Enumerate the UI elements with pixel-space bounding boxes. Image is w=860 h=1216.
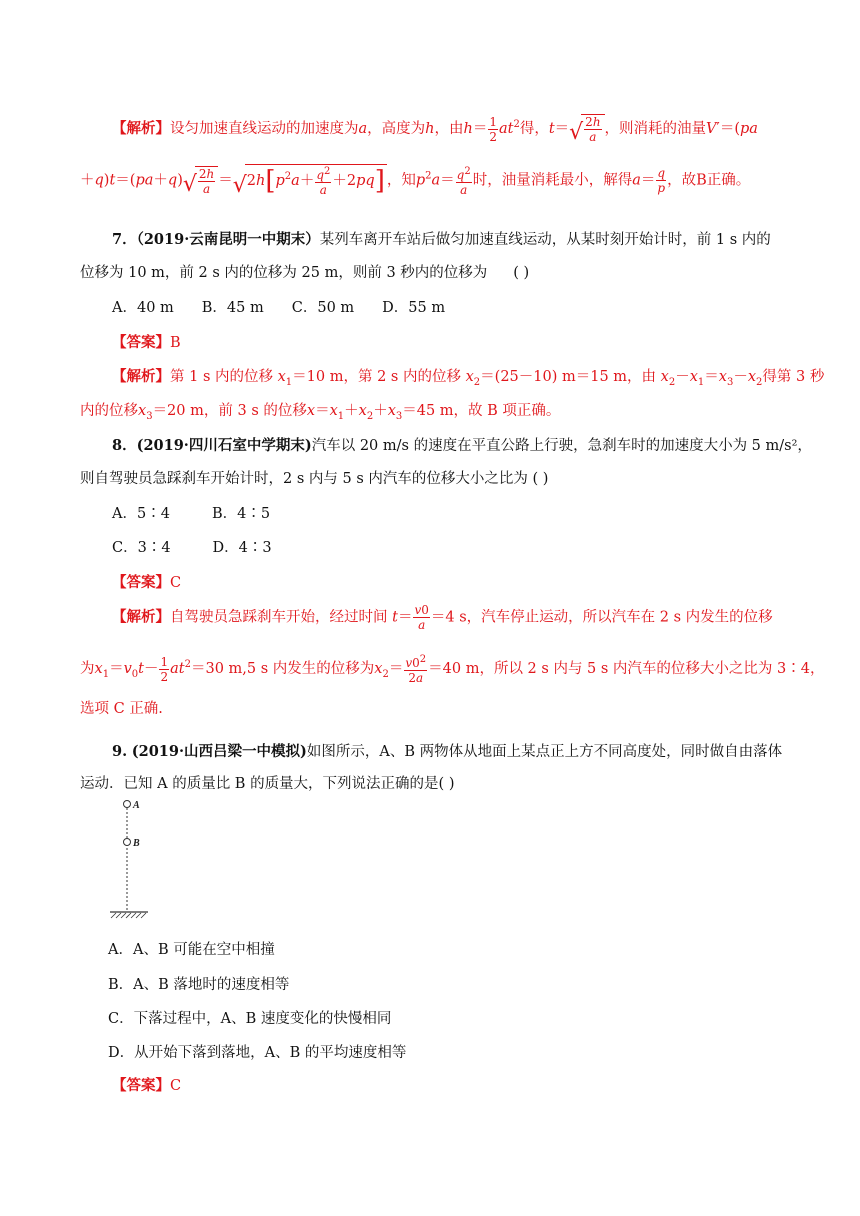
question8-line1: 8．(2019·四川石室中学期末)汽车以 20 m/s 的速度在平直公路上行驶，急刹车时的加速度大小为 5 m/s²， [112,437,812,454]
option-d: D．4∶3 [212,540,272,556]
question9-option-c: C．下落过程中，A、B 速度变化的快慢相同 [108,1011,392,1027]
solution-label: 【解析】 [112,120,170,137]
question7-options [112,296,445,317]
question9-line1: 9. (2019·山西吕梁一中模拟)如图所示，A、B 两物体从地面上某点正上方不同高度处，同时做自由落体 [112,743,783,760]
option-c: C．50 m [291,300,355,316]
option-b: B．45 m [201,300,264,316]
free-fall-figure [108,796,178,922]
question8-options-row1 [112,502,270,523]
ball-a-label: A [133,800,140,811]
question9-line2: 运动．已知 A 的质量比 B 的质量大，下列说法正确的是( ) [80,776,455,792]
option-d: D．55 m [382,300,446,316]
question-source: (2019·山西吕梁一中模拟) [131,743,307,760]
question8-options-row2 [112,536,272,557]
solution6-line2: ＋q)t＝(pa＋q) √ $\frac{2h}{a}$ ＝ √ $2h[p^2a+$ $\frac{q^2}{a}$ ＋2pq] ，知$p^2a=$ $\frac{q^2}{a}$ 时，油量消耗最小，解得a＝ $\frac{q}{p}$ ，故B正确。 [80,165,751,198]
question8-solution-line3: 选项 C 正确. [80,701,163,717]
question8-line2: 则自驾驶员急踩刹车开始计时，2 s 内与 5 s 内汽车的位移大小之比为 ( ) [80,471,549,487]
question-number: 9. [112,743,128,760]
question8-solution-line2: 为$x_1=v_0t-$ $\frac{1}{2}$ $at^2=30$ m,5 s 内发生的位移为$x_2=$ $\frac{v0^2}{2a}$ ＝40 m，所以 2 s 内与 5 s 内汽车的位移大小之比为 3∶4， [80,654,825,685]
question9-answer: 【答案】C [112,1077,182,1094]
ground-hatching [111,913,146,918]
question8-solution-line1: 【解析】自驾驶员急踩刹车开始，经过时间 t＝ $\frac{v0}{a}$ ＝4 s，汽车停止运动，所以汽车在 2 s 内发生的位移 [112,603,773,632]
question7-line2: 位移为 10 m，前 2 s 内的位移为 25 m，则前 3 秒内的位移为 ( ) [80,265,530,281]
option-b: B．4∶5 [211,506,271,522]
option-a: A．5∶4 [112,506,170,522]
question7-solution-line2: 内的位移$x_3=20$ m，前 3 s 的位移$x=x_1+x_2+x_3=45$ m，故 B 项正确。 [80,403,561,422]
question7-answer: 【答案】B [112,334,181,351]
question9-option-b: B．A、B 落地时的速度相等 [108,977,290,993]
question8-answer: 【答案】C [112,574,182,591]
solution6-line1: 【解析】设匀加速直线运动的加速度为a，高度为h，由h＝ $\frac{1}{2}$ $at^2$得，t＝ √ $\frac{2h}{a}$ ，则消耗的油量V′＝(pa [112,114,758,145]
ball-b-label: B [133,838,140,849]
question7-solution-line1: 【解析】第 1 s 内的位移 $x_1=10$ m，第 2 s 内的位移 $x_2=(25-10)$ m＝15 m，由 $x_2-x_1=x_3-x_2$得第 3 秒 [112,368,825,388]
option-c: C．3∶4 [112,540,171,556]
option-a: A．40 m [112,300,174,316]
question-number: 7． [112,231,137,248]
question9-option-d: D．从开始下落到落地，A、B 的平均速度相等 [108,1045,407,1061]
question-source: (2019·四川石室中学期末) [136,437,312,454]
question9-option-a: A．A、B 可能在空中相撞 [108,942,275,958]
question-number: 8． [112,437,137,454]
question-source: （2019·云南昆明一中期末） [136,231,320,248]
question7-line1: 7．（2019·云南昆明一中期末）某列车离开车站后做匀加速直线运动，从某时刻开始计时，前 1 s 内的 [112,231,771,248]
ball-a [124,801,131,808]
ball-b [124,839,131,846]
